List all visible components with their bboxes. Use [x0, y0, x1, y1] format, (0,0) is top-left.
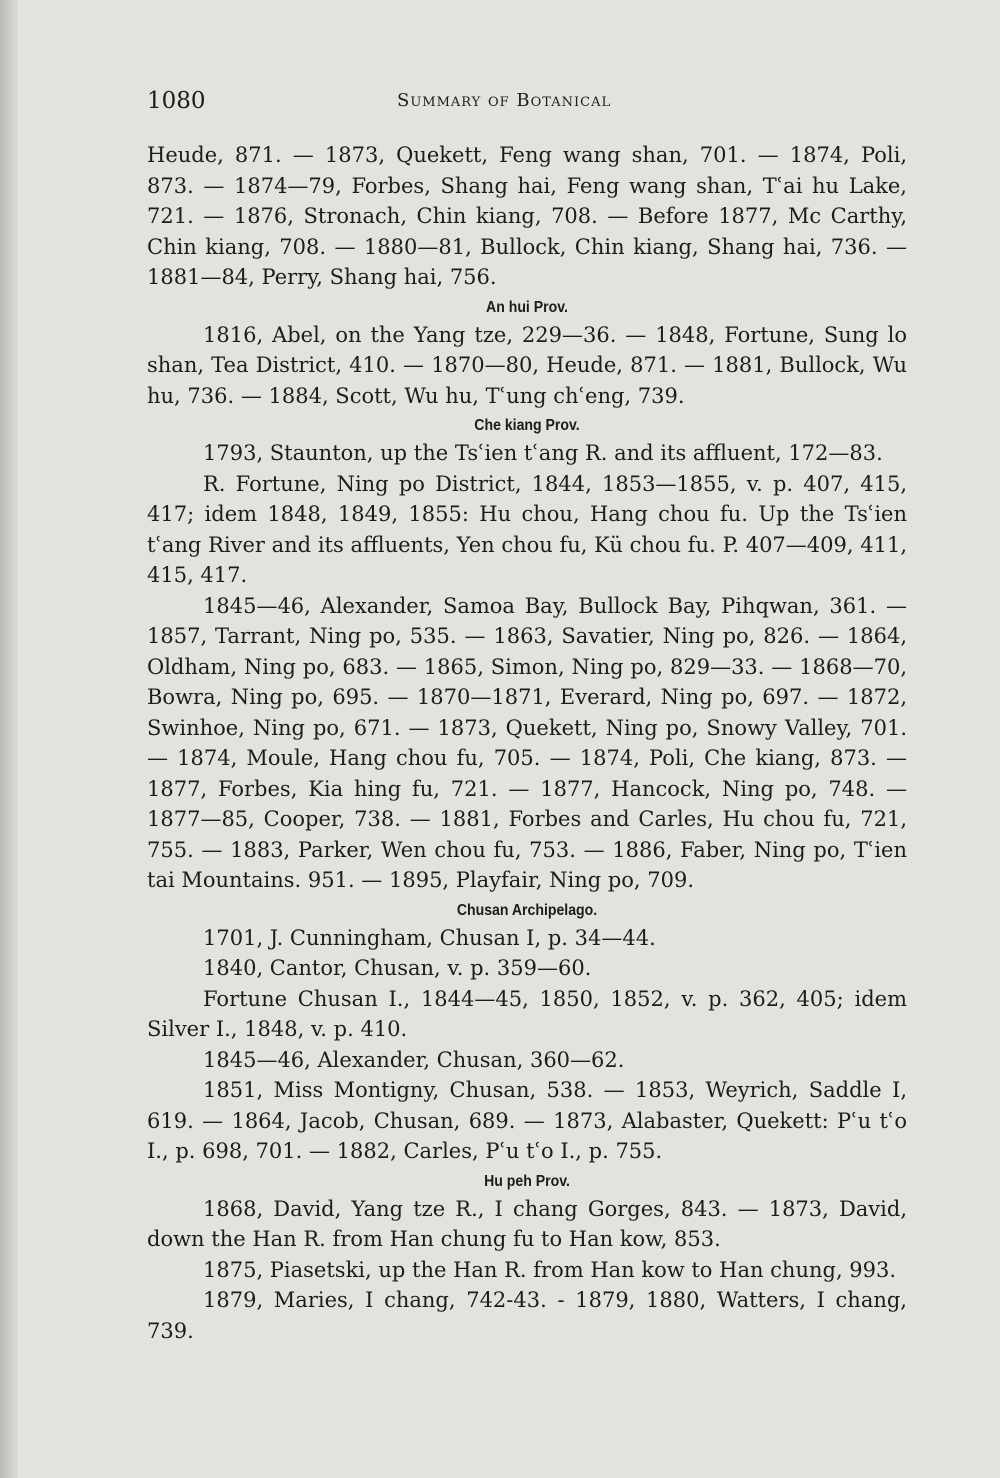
paragraph: 1868, David, Yang tze R., I chang Gorges, 843. — 1873, David, down the Han R. from Han chung fu to Han kow, 853. — [147, 1196, 907, 1251]
page-gutter-shadow — [0, 0, 18, 1478]
paragraph: 1875, Piasetski, up the Han R. from Han kow to Han chung, 993. — [203, 1257, 897, 1282]
section-heading-che-kiang: Che kiang Prov. — [474, 417, 580, 434]
running-title: Summary of Botanical — [397, 90, 612, 111]
paragraph: 1816, Abel, on the Yang tze, 229—36. — 1848, Fortune, Sung lo shan, Tea District, 410. — 1870—80, Heude, 871. — 1881, Bullock, Wu hu, 736. — 1884, Scott, Wu hu, Tʿung chʿeng, 739. — [147, 322, 907, 408]
paragraph: 1793, Staunton, up the Tsʿien tʿang R. and its affluent, 172—83. — [203, 441, 883, 465]
paragraph: 1701, J. Cunningham, Chusan I, p. 34—44. — [203, 925, 656, 950]
paragraph: 1845—46, Alexander, Samoa Bay, Bullock Bay, Pihqwan, 361. — 1857, Tarrant, Ning po, 535. — 1863, Savatier, Ning po, 826. — 1864, Oldham, Ning po, 683. — 1865, Simon, Ning po, 829—33. — 1868—70, Bowra, Ning po, 695. — 1870—1871, Everard, Ning po, 697. — 1872, Swinhoe, Ning po, 671. — 1873, Quekett, Ning po, Snowy Valley, 701. — 1874, Moule, Hang chou fu, 705. — 1874, Poli, Che kiang, 873. — 1877, Forbes, Kia hing fu, 721. — 1877, Hancock, Ning po, 748. — 1877—85, Cooper, 738. — 1881, Forbes and Carles, Hu chou fu, 721, 755. — 1883, Parker, Wen chou fu, 753. — 1886, Faber, Ning po, Tʿien tai Mountains. 951. — 1895, Playfair, Ning po, 709. — [147, 593, 907, 892]
book-page — [147, 88, 907, 1346]
section-heading-hu-peh: Hu peh Prov. — [484, 1172, 570, 1190]
section-heading-an-hui: An hui Prov. — [486, 298, 568, 316]
paragraph: Fortune Chusan I., 1844—45, 1850, 1852, v. p. 362, 405; idem Silver I., 1848, v. p. 410. — [147, 986, 907, 1041]
paragraph: Heude, 871. — 1873, Quekett, Feng wang shan, 701. — 1874, Poli, 873. — 1874—79, Forbes, Shang hai, Feng wang shan, Tʿai hu Lake, 721. — 1876, Stronach, Chin kiang, 708. — Before 1877, Mc Carthy, Chin kiang, 708. — 1880—81, Bullock, Chin kiang, Shang hai, 736. — 1881—84, Perry, Shang hai, 756. — [147, 143, 907, 289]
paragraph: 1879, Maries, I chang, 742-43. - 1879, 1880, Watters, I chang, 739. — [147, 1288, 907, 1343]
page-number: 1080 — [147, 88, 206, 114]
running-head — [147, 88, 907, 128]
paragraph: 1851, Miss Montigny, Chusan, 538. — 1853, Weyrich, Saddle I, 619. — 1864, Jacob, Chusan, 689. — 1873, Alabaster, Quekett: Pʿu tʿo I., p. 698, 701. — 1882, Carles, Pʿu tʿo I., p. 755. — [147, 1078, 907, 1163]
section-heading-chusan: Chusan Archipelago. — [456, 901, 598, 919]
paragraph: R. Fortune, Ning po District, 1844, 1853—1855, v. p. 407, 415, 417; idem 1848, 1849, 1855: Hu chou, Hang chou fu. Up the Tsʿien tʿang River and its affluents, Yen chou fu, Kü chou fu. P. 407—409, 411, 415, 417. — [147, 471, 907, 587]
paragraph: 1840, Cantor, Chusan, v. p. 359—60. — [203, 956, 592, 980]
paragraph: 1845—46, Alexander, Chusan, 360—62. — [203, 1047, 625, 1072]
